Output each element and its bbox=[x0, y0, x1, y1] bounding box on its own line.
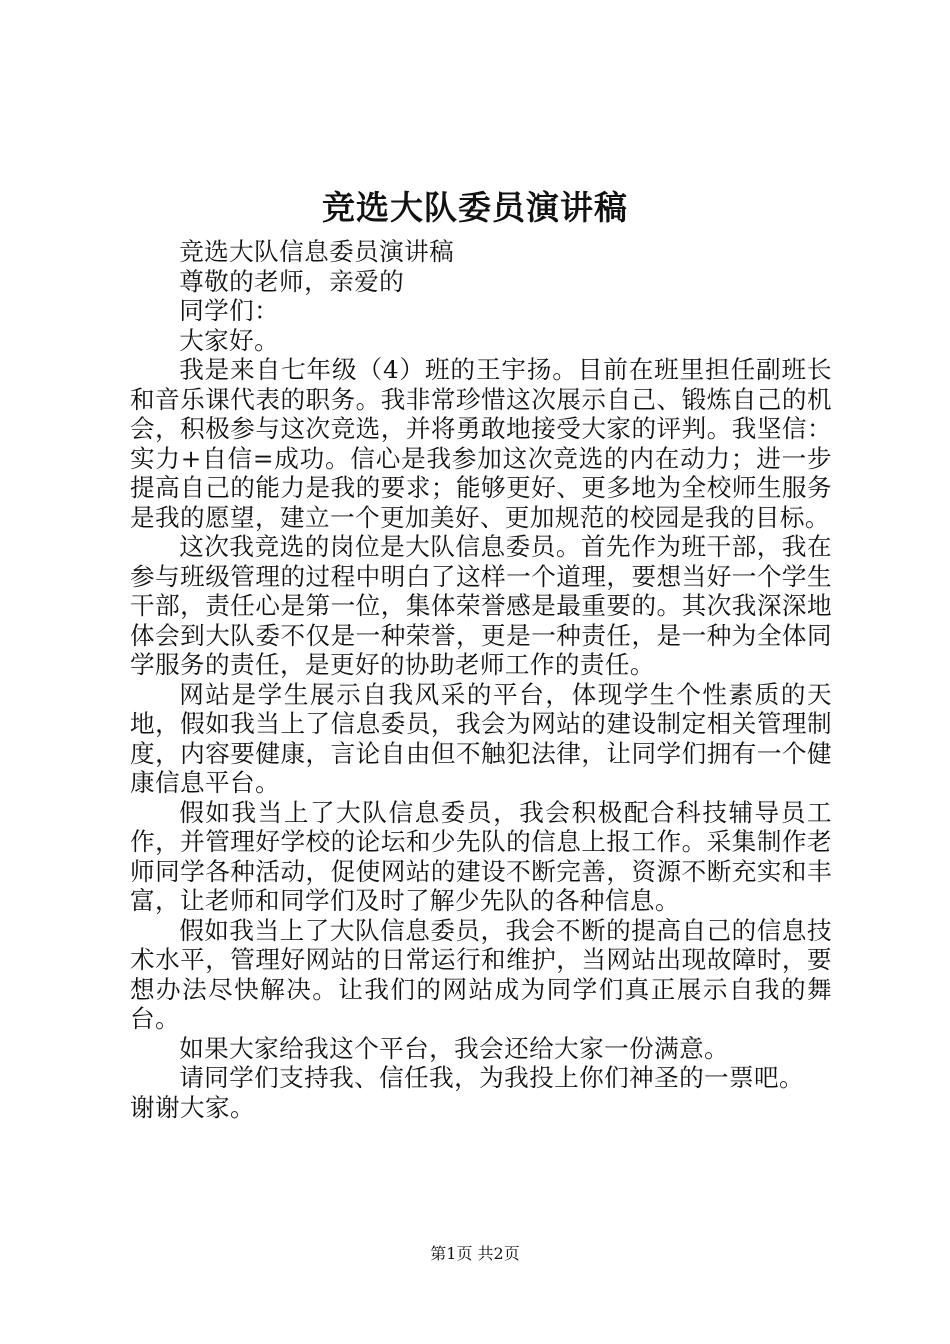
paragraph-position: 这次我竞选的岗位是大队信息委员。首先作为班干部，我在参与班级管理的过程中明白了这样一个道理，要想当好一个学生干部，责任心是第一位，集体荣誉感是最重要的。其次我深深地体会到大队委不仅是一种荣誉，更是一种责任，是一种为全体同学服务的责任，是更好的协助老师工作的责任。 bbox=[130, 532, 832, 679]
paragraph-subtitle: 竞选大队信息委员演讲稿 bbox=[179, 237, 455, 266]
page-footer: 第1页 共2页 bbox=[430, 1244, 520, 1263]
paragraph-plan-one: 假如我当上了大队信息委员，我会积极配合科技辅导员工作，并管理好学校的论坛和少先队的信息上报工作。采集制作老师同学各种活动，促使网站的建设不断完善，资源不断充实和丰富，让老师和同学们及时了解少先队的各种信息。 bbox=[130, 797, 832, 915]
paragraph-thanks: 谢谢大家。 bbox=[130, 1092, 255, 1122]
page-title: 竞选大队委员演讲稿 bbox=[322, 188, 628, 227]
paragraph-website: 网站是学生展示自我风采的平台，体现学生个性素质的天地，假如我当上了信息委员，我会为网站的建设制定相关管理制度，内容要健康，言论自由但不触犯法律，让同学们拥有一个健康信息平台。 bbox=[130, 679, 832, 797]
document-body bbox=[130, 237, 832, 1122]
paragraph-salutation-cont: 同学们： bbox=[179, 296, 280, 325]
paragraph-plan-two: 假如我当上了大队信息委员，我会不断的提高自己的信息技术水平，管理好网站的日常运行和维护，当网站出现故障时，要想办法尽快解决。让我们的网站成为同学们真正展示自我的舞台。 bbox=[130, 915, 832, 1033]
paragraph-promise: 如果大家给我这个平台，我会还给大家一份满意。 bbox=[179, 1033, 730, 1063]
paragraph-introduction: 我是来自七年级（4）班的王宇扬。目前在班里担任副班长和音乐课代表的职务。我非常珍惜这次展示自己、锻炼自己的机会，积极参与这次竞选，并将勇敢地接受大家的评判。我坚信：实力+自信=成功。信心是我参加这次竞选的内在动力；进一步提高自己的能力是我的要求；能够更好、更多地为全校师生服务是我的愿望，建立一个更加美好、更加规范的校园是我的目标。 bbox=[130, 355, 832, 532]
paragraph-greeting: 大家好。 bbox=[179, 325, 280, 355]
paragraph-request: 请同学们支持我、信任我，为我投上你们神圣的一票吧。 bbox=[179, 1063, 805, 1092]
paragraph-salutation: 尊敬的老师，亲爱的 bbox=[179, 266, 405, 296]
